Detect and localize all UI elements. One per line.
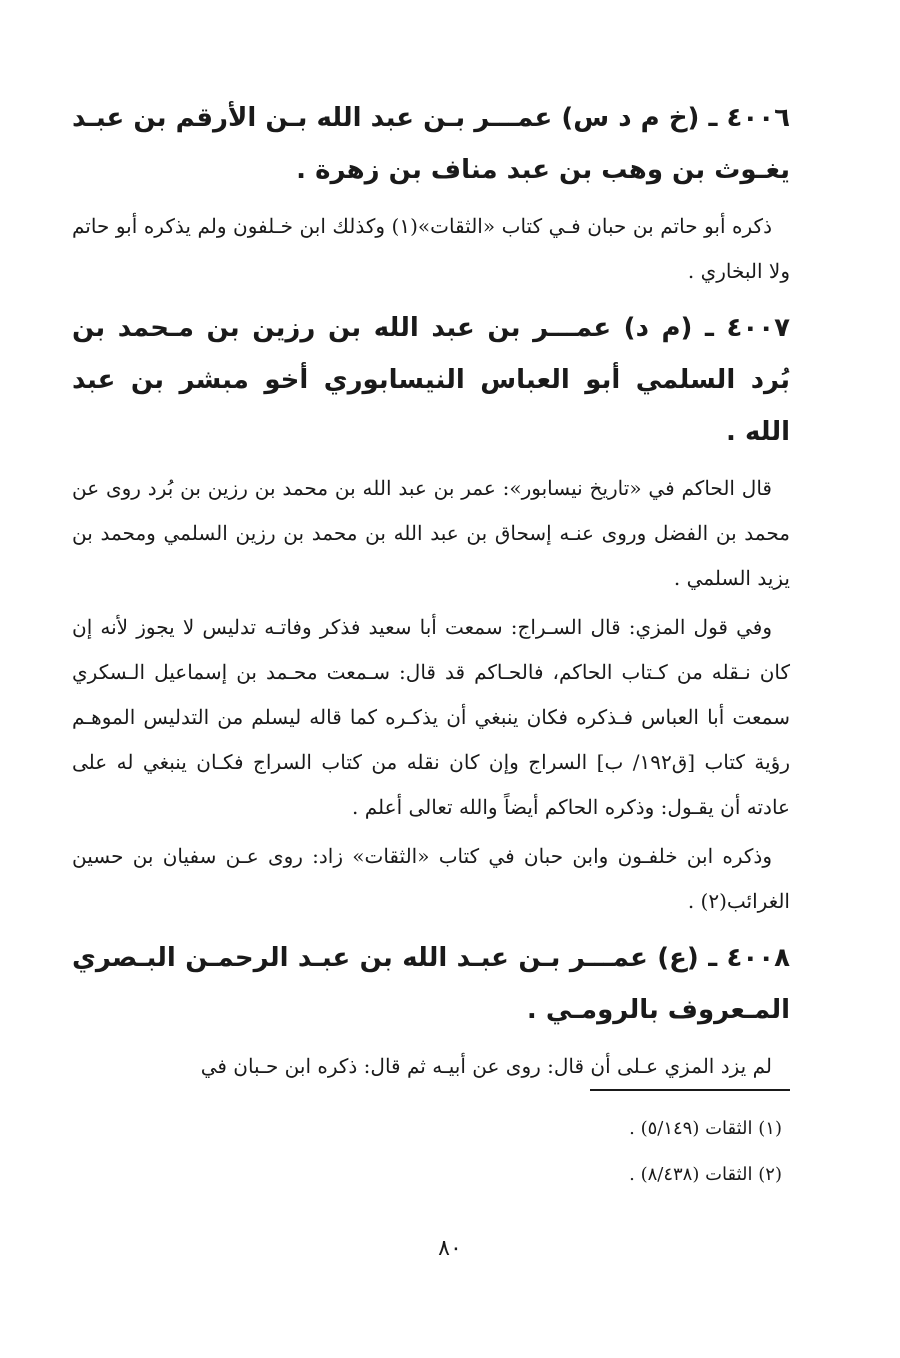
footnote-separator (590, 1089, 790, 1091)
entry-4008-paragraph-1: لم يزد المزي عـلى أن قال: روى عن أبيـه ثم قال: ذكره ابن حـبان في (200, 1054, 772, 1078)
entry-4007-paragraph-2: وفي قول المزي: قال السـراج: سمعت أبا سعيد فذكر وفاتـه تدليس لا يجوز لأنه إن كان نـقله من كـتاب الحاكم، فالحـاكم قد قال: سـمعت محـمد بن إسماعيل الـسكري سمعت أبا العباس فـذكره فكان ينبغي أن يذكـره كما قاله ليسلم من التدليس الموهـم رؤية كتاب [ق١٩٢/ ب] السراج وإن كان نقله من كتاب السراج فكـان ينبغي له على عادته أن يقـول: وذكره الحاكم أيضاً والله تعالى أعلم . (72, 615, 790, 819)
footnote-2: (٢) الثقات (٨/٤٣٨) . (629, 1164, 782, 1185)
entry-heading-4006: ٤٠٠٦ ـ (خ م د س) عمـــر بـن عبد الله بـن الأرقم بن عبـد يغـوث بن وهب بن عبد مناف بن زهرة . (72, 103, 790, 185)
entry-4007-paragraph-1: قال الحاكم في «تاريخ نيسابور»: عمر بن عبد الله بن محمد بن رزين بن بُرد روى عن محمد بن الفضل وروى عنـه إسحاق بن عبد الله بن محمد بن رزين السلمي ومحمد بن يزيد السلمي . (72, 476, 790, 590)
main-text-column (72, 92, 790, 1093)
entry-4006-paragraph-1: ذكره أبو حاتم بن حبان فـي كتاب «الثقات»(١) وكذلك ابن خـلفون ولم يذكره أبو حاتم ولا البخاري . (72, 214, 790, 283)
entry-heading-4008: ٤٠٠٨ ـ (ع) عمـــر بـن عبـد الله بن عبـد الرحمـن البـصري المـعروف بالرومـي . (72, 943, 790, 1025)
entry-4007-paragraph-3: وذكره ابن خلفـون وابن حبان في كتاب «الثقات» زاد: روى عـن سفيان بن حسين الغرائب(٢) . (72, 844, 790, 913)
footnotes (382, 1106, 782, 1198)
footnote-1: (١) الثقات (٥/١٤٩) . (629, 1118, 782, 1139)
entry-heading-4007: ٤٠٠٧ ـ (م د) عمـــر بن عبد الله بن رزين بن مـحمد بن بُرد السلمي أبو العباس النيسابوري أخو مبشر بن عبد الله . (72, 313, 790, 447)
page-number: ٨٠ (438, 1236, 462, 1261)
